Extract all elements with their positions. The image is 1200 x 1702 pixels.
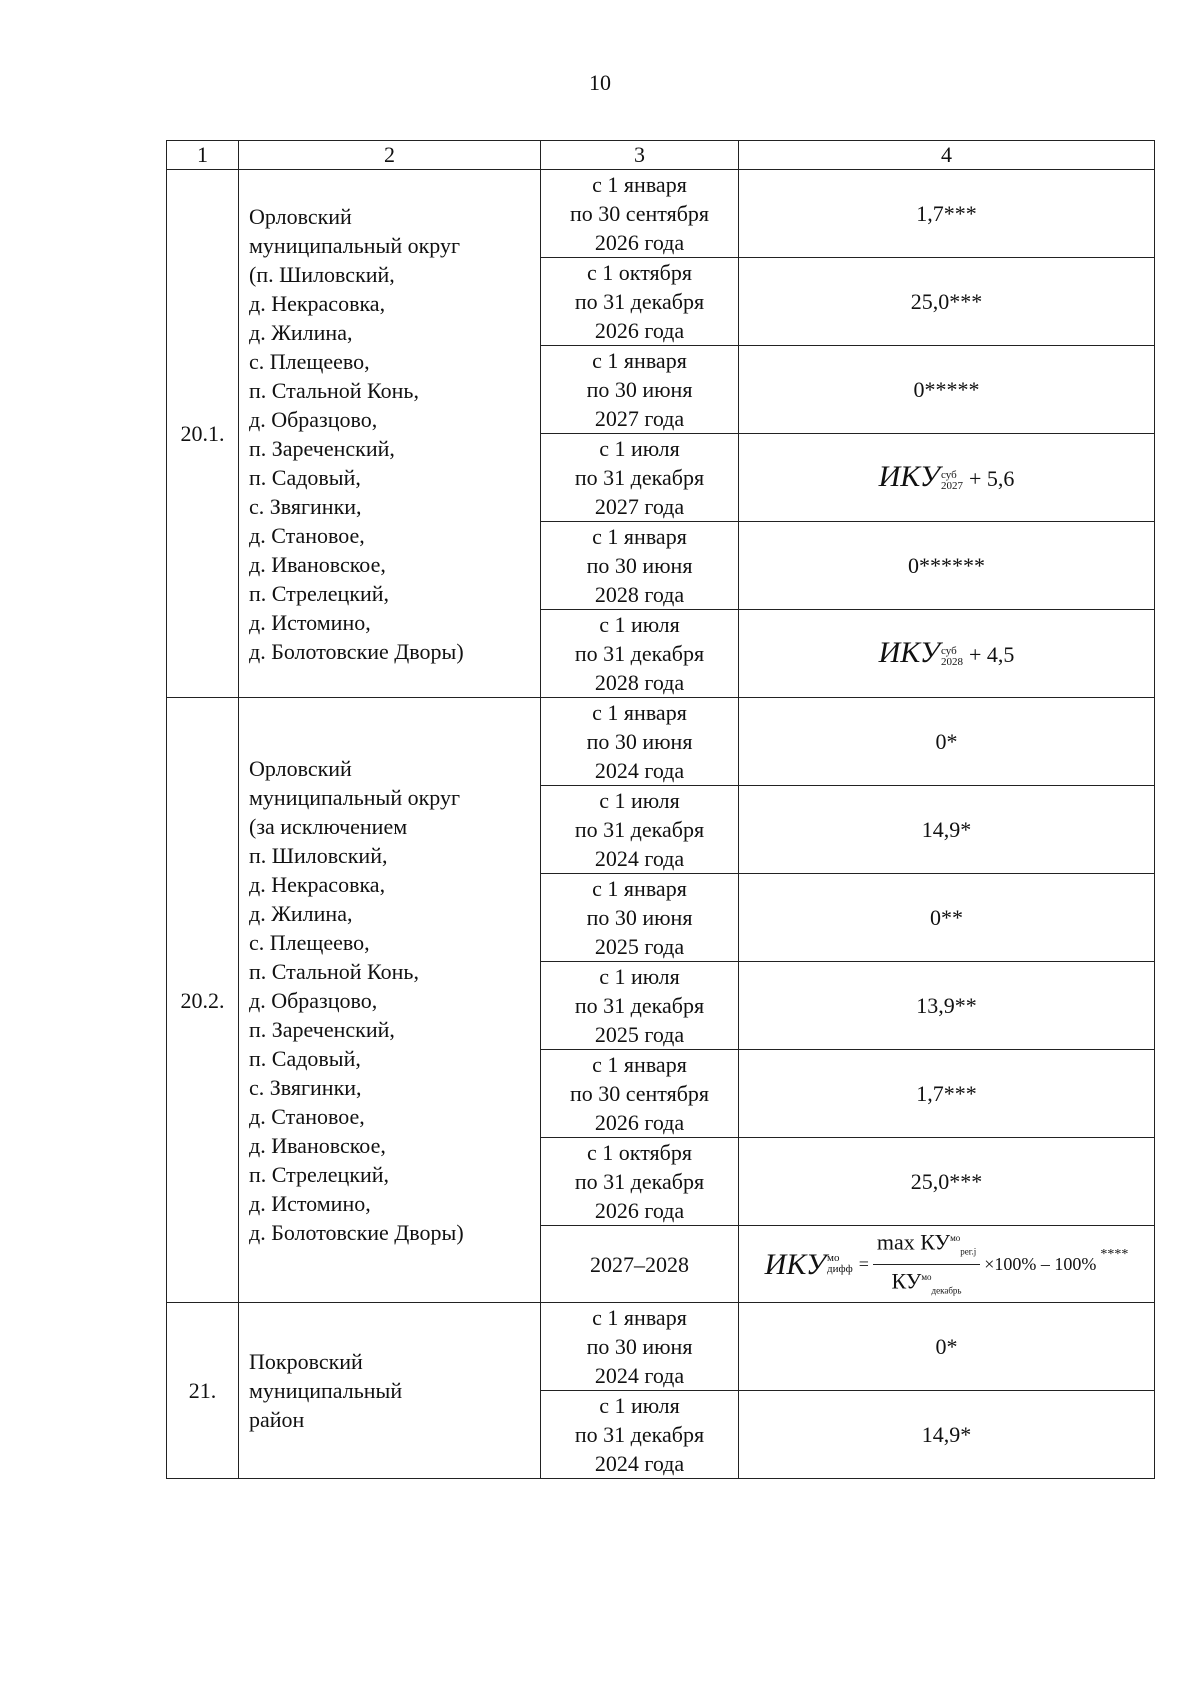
period-line: с 1 июля	[599, 436, 680, 461]
period-line: 2026 года	[594, 1110, 685, 1135]
period-line: с 1 января	[592, 1305, 687, 1331]
territory-line: Покровский	[249, 1349, 363, 1375]
territory-line: п. Зареченский,	[249, 435, 395, 461]
territory-cell	[239, 698, 541, 1303]
value-cell	[739, 434, 1155, 522]
period-line: 2024 года	[594, 758, 685, 783]
period-line: по 30 сентября	[569, 201, 710, 226]
formula-stars: ****	[1100, 1246, 1129, 1262]
territory-cell	[239, 1303, 541, 1479]
row-number: 20.1.	[167, 170, 239, 698]
table-row	[167, 698, 1155, 786]
row-number: 20.2.	[167, 698, 239, 1303]
formula-lhs-sup: мо	[827, 1252, 840, 1265]
value-cell: 14,9*	[739, 1391, 1155, 1479]
territory-line: Орловский	[249, 203, 352, 229]
period-line: 2026 года	[594, 230, 685, 255]
territory-line: п. Стрелецкий,	[249, 1161, 390, 1187]
formula-den-text: КУ	[891, 1268, 922, 1294]
period-line: с 1 июля	[599, 612, 680, 637]
period-line: 2024 года	[594, 1451, 685, 1477]
value-cell: 0*	[739, 1303, 1155, 1391]
period-line: с 1 января	[592, 700, 687, 725]
period-cell	[541, 1303, 739, 1391]
period-line: 2027 года	[594, 406, 685, 431]
value-cell: 14,9*	[739, 786, 1155, 874]
period-cell	[541, 1226, 739, 1303]
territory-line: д. Ивановское,	[249, 551, 386, 577]
territory-line: п. Стрелецкий,	[249, 580, 390, 606]
period-cell	[541, 258, 739, 346]
period-cell	[541, 346, 739, 434]
header-col-1: 1	[167, 141, 239, 170]
period-line: 2028 года	[594, 582, 685, 607]
iku-sup: суб	[940, 468, 957, 481]
period-line: 2028 года	[594, 670, 685, 695]
iku-symbol: ИКУ	[878, 460, 940, 493]
period-line: по 30 июня	[586, 905, 693, 930]
territory-line: Орловский	[249, 755, 352, 781]
period-line: 2026 года	[594, 1198, 685, 1223]
territory-line: п. Шиловский,	[249, 842, 388, 868]
period-line: с 1 октября	[587, 1140, 692, 1165]
territory-cell	[239, 170, 541, 698]
period-line: с 1 января	[592, 172, 687, 197]
period-cell	[541, 698, 739, 786]
period-cell	[541, 1050, 739, 1138]
value-cell	[739, 610, 1155, 698]
territory-line: с. Плещеево,	[249, 348, 370, 374]
territory-line: муниципальный округ	[249, 232, 461, 258]
formula-lhs: ИКУ	[764, 1247, 827, 1281]
period-cell	[541, 962, 739, 1050]
territory-line: д. Истомино,	[249, 609, 371, 635]
territory-line: д. Жилина,	[249, 900, 353, 926]
period-line: по 30 июня	[586, 729, 693, 754]
formula-num-text: max КУ	[876, 1229, 951, 1255]
header-col-4: 4	[739, 141, 1155, 170]
period-line: по 30 июня	[586, 377, 693, 402]
period-line: 2025 года	[594, 934, 685, 959]
formula-fraction	[873, 1226, 980, 1302]
period-line: 2027 года	[594, 494, 685, 519]
territory-line: д. Болотовские Дворы)	[249, 1219, 464, 1245]
table-header	[167, 141, 1155, 170]
formula-numerator	[873, 1226, 980, 1265]
header-col-2: 2	[239, 141, 541, 170]
period-line: с 1 июля	[599, 964, 680, 989]
iku-tail: + 4,5	[968, 642, 1015, 667]
iku-sub: 2028	[940, 655, 963, 668]
period-line: по 30 июня	[586, 553, 693, 578]
formula-num-sup: мо	[950, 1233, 961, 1243]
territory-line: д. Истомино,	[249, 1190, 371, 1216]
value-cell: 0******	[739, 522, 1155, 610]
territory-line: район	[249, 1407, 305, 1433]
territory-line: д. Становое,	[249, 522, 365, 548]
iku-tail: + 5,6	[968, 466, 1015, 491]
table-row	[167, 170, 1155, 258]
formula-lhs-sub: дифф	[827, 1263, 853, 1276]
value-cell: 25,0***	[739, 258, 1155, 346]
period-cell	[541, 786, 739, 874]
territory-line: д. Образцово,	[249, 406, 378, 432]
period-line: 2026 года	[594, 318, 685, 343]
period-line: по 31 декабря	[574, 1422, 705, 1448]
period-line: по 31 декабря	[574, 993, 705, 1018]
iku-indices	[941, 646, 963, 668]
period-line: 2027–2028	[590, 1251, 689, 1277]
iku-sup: суб	[940, 644, 957, 657]
formula-num-sub: рег.j	[960, 1246, 977, 1257]
value-cell: 0*****	[739, 346, 1155, 434]
period-cell	[541, 434, 739, 522]
territory-line: муниципальный округ	[249, 784, 461, 810]
period-line: по 31 декабря	[574, 465, 705, 490]
period-cell	[541, 874, 739, 962]
territory-line: (п. Шиловский,	[249, 261, 395, 287]
territory-line: с. Звягинки,	[249, 1074, 362, 1100]
iku-formula	[765, 1226, 1129, 1302]
value-cell: 25,0***	[739, 1138, 1155, 1226]
territory-line: п. Садовый,	[249, 1045, 361, 1071]
period-line: по 31 декабря	[574, 817, 705, 842]
period-cell	[541, 170, 739, 258]
territory-line: п. Стальной Конь,	[249, 377, 419, 403]
period-line: с 1 января	[592, 524, 687, 549]
page-number: 10	[589, 70, 611, 95]
value-cell: 0**	[739, 874, 1155, 962]
period-line: по 31 декабря	[574, 641, 705, 666]
territory-line: д. Некрасовка,	[249, 290, 386, 316]
territory-line: муниципальный	[249, 1378, 403, 1404]
territory-line: д. Ивановское,	[249, 1132, 386, 1158]
value-cell: 1,7***	[739, 1050, 1155, 1138]
iku-symbol: ИКУ	[878, 636, 940, 669]
formula-tail: ×100% – 100%	[984, 1253, 1097, 1274]
tariff-table	[166, 140, 1155, 1479]
territory-line: с. Плещеево,	[249, 929, 370, 955]
territory-line: д. Жилина,	[249, 319, 353, 345]
value-cell: 1,7***	[739, 170, 1155, 258]
iku-sub: 2027	[940, 479, 963, 492]
territory-line: д. Образцово,	[249, 987, 378, 1013]
territory-line: д. Некрасовка,	[249, 871, 386, 897]
period-line: с 1 января	[592, 348, 687, 373]
header-col-3: 3	[541, 141, 739, 170]
formula-den-sub: декабрь	[931, 1285, 962, 1296]
period-line: по 30 сентября	[569, 1081, 710, 1106]
period-line: с 1 июля	[599, 1393, 680, 1419]
territory-line: с. Звягинки,	[249, 493, 362, 519]
territory-line: п. Садовый,	[249, 464, 361, 490]
territory-line: д. Болотовские Дворы)	[249, 638, 464, 664]
row-number: 21.	[167, 1303, 239, 1479]
period-line: с 1 января	[592, 1052, 687, 1077]
territory-line: (за исключением	[249, 813, 408, 839]
period-line: по 30 июня	[586, 1334, 693, 1360]
period-line: с 1 октября	[587, 260, 692, 285]
formula-den-sup: мо	[921, 1271, 932, 1282]
period-line: с 1 января	[592, 876, 687, 901]
territory-line: п. Зареченский,	[249, 1016, 395, 1042]
formula-lhs-indices	[827, 1253, 853, 1275]
period-cell	[541, 1138, 739, 1226]
period-line: 2024 года	[594, 846, 685, 871]
period-line: с 1 июля	[599, 788, 680, 813]
value-cell	[739, 1226, 1155, 1303]
period-line: по 31 декабря	[574, 289, 705, 314]
territory-line: д. Становое,	[249, 1103, 365, 1129]
formula-denominator	[892, 1265, 962, 1303]
period-cell	[541, 522, 739, 610]
table-body	[167, 170, 1155, 1479]
period-line: 2025 года	[594, 1022, 685, 1047]
period-line: 2024 года	[594, 1363, 685, 1389]
formula-equals: =	[858, 1253, 869, 1274]
value-cell: 13,9**	[739, 962, 1155, 1050]
territory-line: п. Стальной Конь,	[249, 958, 419, 984]
period-line: по 31 декабря	[574, 1169, 705, 1194]
value-cell: 0*	[739, 698, 1155, 786]
period-cell	[541, 610, 739, 698]
period-cell	[541, 1391, 739, 1479]
iku-indices	[941, 470, 963, 492]
table-row	[167, 1303, 1155, 1391]
